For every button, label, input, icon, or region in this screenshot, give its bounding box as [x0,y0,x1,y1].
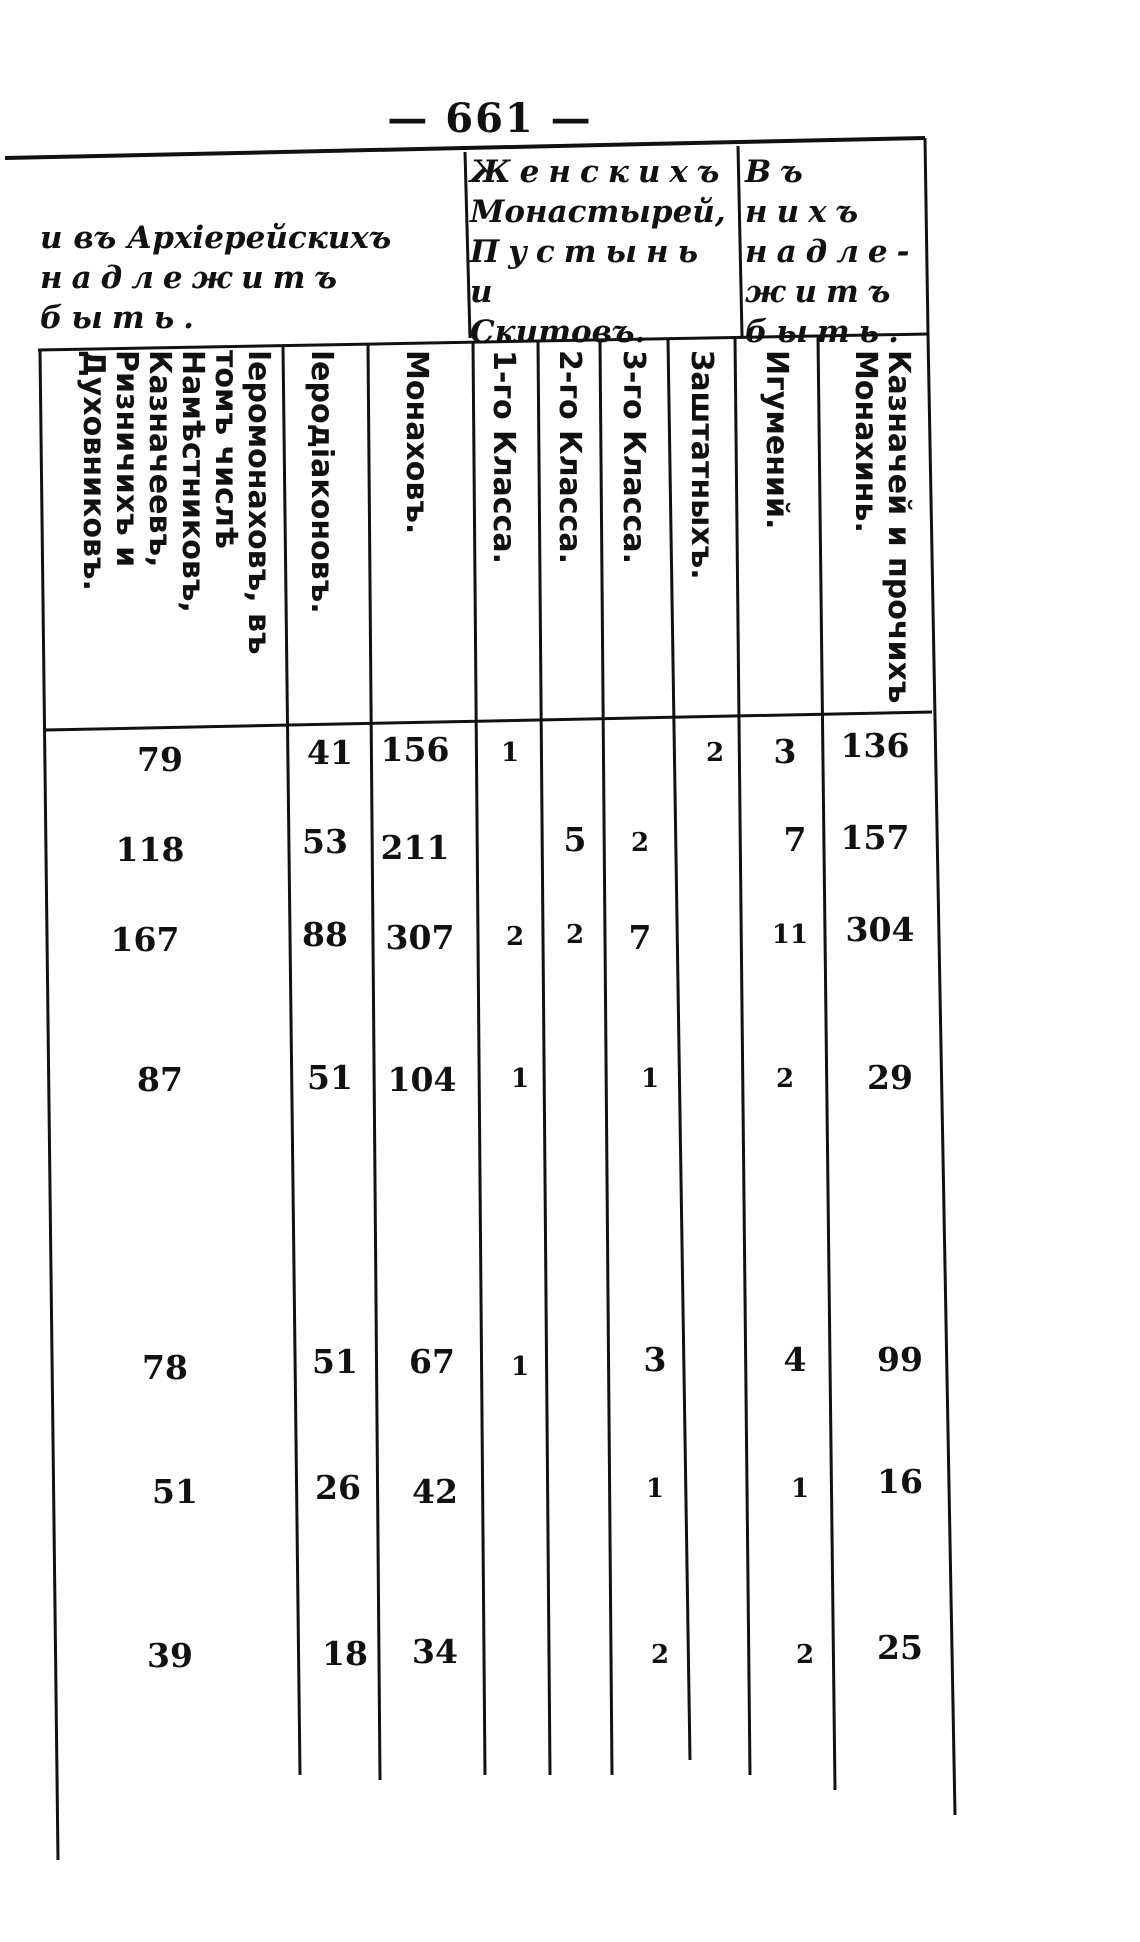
header-zhen-line1: Женскихъ [470,154,729,190]
header-archiereiskikh [40,218,460,338]
col-header-class-2: 2-го Класса. [552,350,587,564]
table-cell: 1 [790,1474,810,1504]
header-zhen-line3: Пустынь и [470,234,708,310]
table-cell: 304 [845,910,915,949]
header-vnikh-line2: надле- [745,234,919,270]
header-zhen-line4: Скитовъ. [470,314,646,350]
page-number: — 661 — [387,95,593,142]
table-cell: 16 [877,1462,923,1501]
table-cell: 34 [412,1632,458,1671]
table-cell: 3 [643,1340,667,1379]
table-cell: 3 [773,732,797,771]
table-cell: 1 [500,738,520,768]
table-cell: 1 [510,1064,530,1094]
col-header-ierodiakonov: Іеродіаконовъ. [304,350,339,614]
header-vnikh-line1: Въ нихъ [745,154,868,230]
header-archi-line2: надлежитъ быть. [40,260,347,336]
table-cell: 25 [877,1628,923,1667]
table-cell: 4 [783,1340,807,1379]
header-zhenskikh [470,152,729,352]
table-cell: 2 [775,1064,795,1094]
header-archi-line1: и въ Архіерейскихъ [40,220,392,256]
table-cell: 1 [645,1474,665,1504]
table-cell: 2 [795,1640,815,1670]
header-zhen-line2: Монастырей, [470,194,726,230]
table-cell: 79 [137,740,183,779]
table-cell: 1 [640,1064,660,1094]
header-vnikh-line3: житъ [745,274,900,310]
table-cell: 29 [867,1058,913,1097]
col-header-zashtatnykh: Заштатныхъ. [684,350,719,580]
table-cell: 41 [307,733,353,772]
table-cell: 5 [563,820,587,859]
table-cell: 78 [142,1348,188,1387]
col-header-kaznachey: Казначей и прочихъ Монахинь. [848,350,916,704]
table-cell: 18 [322,1634,368,1673]
table-cell: 51 [152,1472,198,1511]
table-cell: 2 [630,828,650,858]
table-cell: 2 [705,738,725,768]
table-cell: 87 [137,1060,183,1099]
table-cell: 11 [771,920,809,950]
table-cell: 104 [387,1060,457,1099]
table-cell: 67 [409,1342,455,1381]
table-cell: 2 [505,922,525,952]
table-cell: 118 [115,830,185,869]
table-cell: 99 [877,1340,923,1379]
header-vnikh-line4: быть. [745,314,908,350]
table-cell: 39 [147,1636,193,1675]
col-header-class-1: 1-го Класса. [486,350,521,564]
table-cell: 7 [628,918,652,957]
col-header-monakhov: Монаховъ. [399,350,434,535]
table-cell: 26 [315,1468,361,1507]
table-cell: 1 [510,1352,530,1382]
table-cell: 88 [302,915,348,954]
table-cell: 42 [412,1472,458,1511]
table-cell: 2 [650,1640,670,1670]
table-cell: 167 [110,920,180,959]
table-cell: 51 [307,1058,353,1097]
col-header-class-3: 3-го Класса. [616,350,651,564]
table-cell: 53 [302,822,348,861]
col-header-ieromonakhov: Іеромонаховъ, въ томъ числѣ Намѣстниковъ, Казначеевъ, Ризничихъ и Духовниковъ. [76,350,276,655]
table-cell: 211 [380,828,450,867]
header-vnikh [745,152,925,352]
table-cell: 2 [565,920,585,950]
table-cell: 136 [840,726,910,765]
table-cell: 51 [312,1342,358,1381]
table-cell: 7 [783,820,807,859]
table-cell: 307 [385,918,455,957]
table-cell: 157 [840,818,910,857]
table-cell: 156 [380,730,450,769]
col-header-igumeniy: Игумений. [759,350,794,530]
